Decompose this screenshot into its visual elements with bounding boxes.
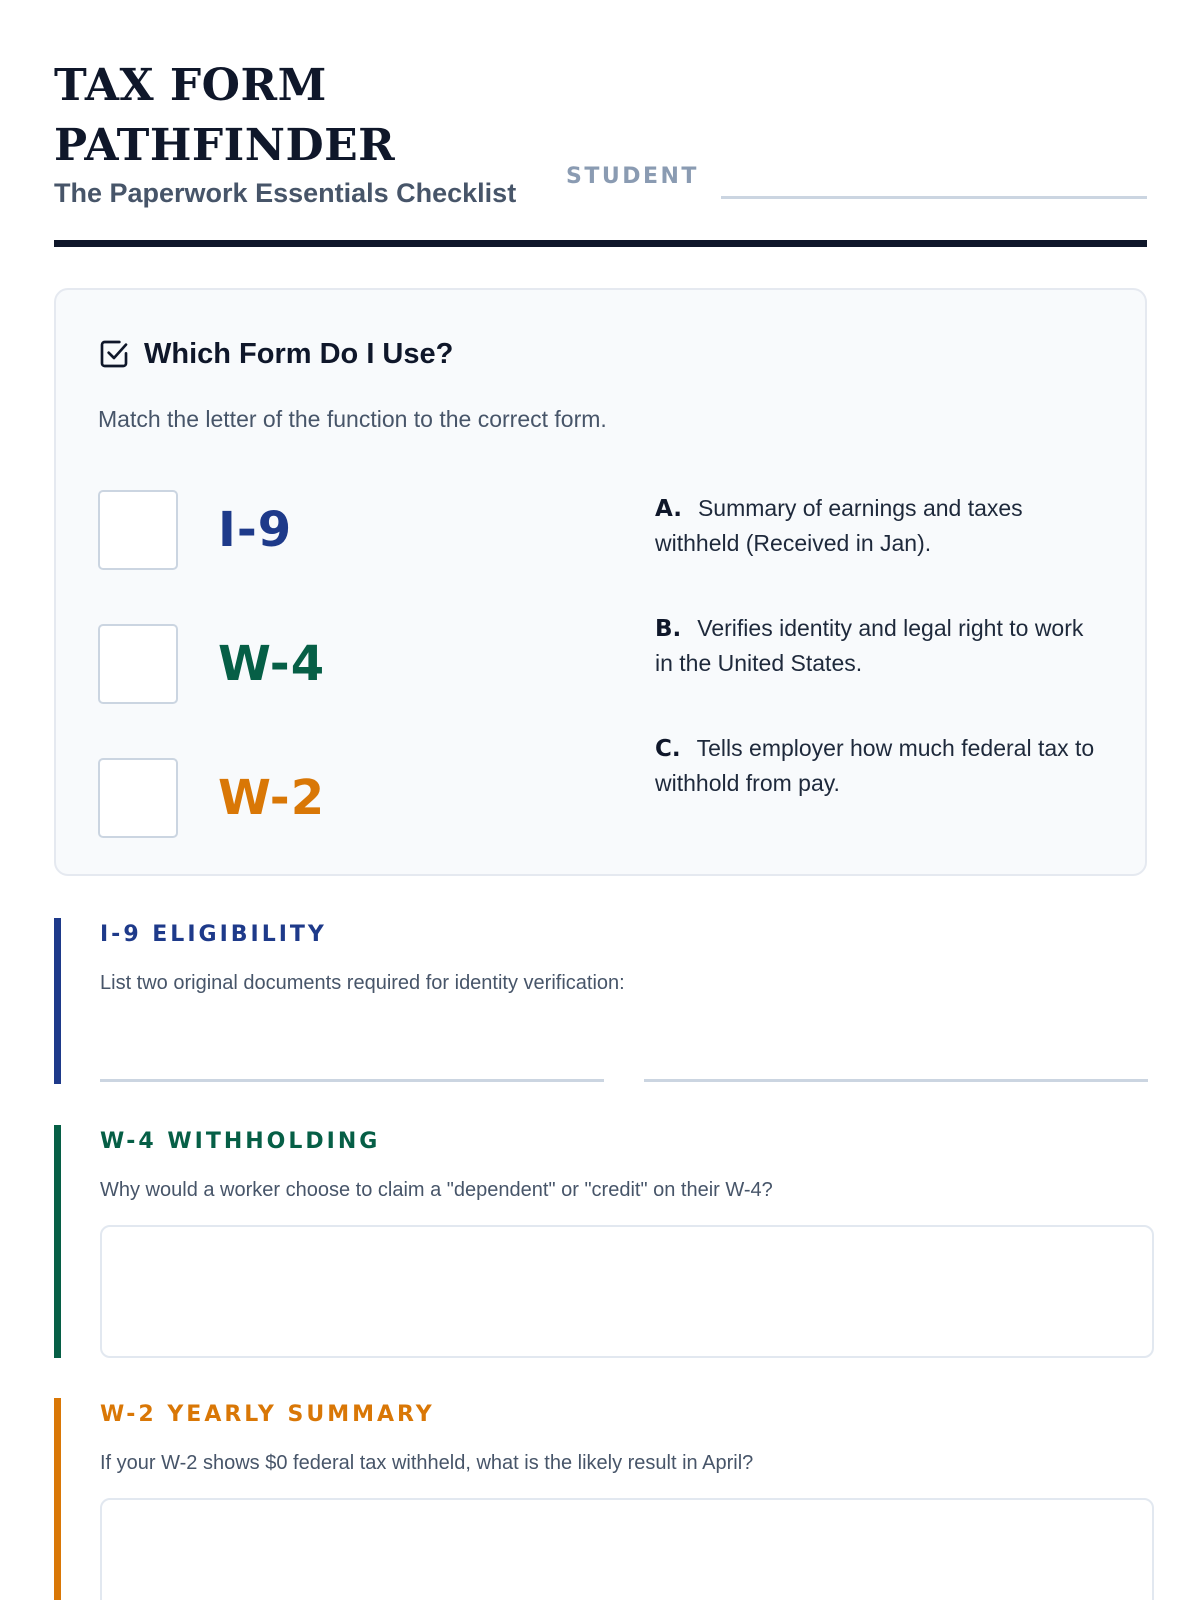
function-letter: C. [655,736,681,762]
function-text: Summary of earnings and taxes withheld (Received in Jan). [655,495,1023,556]
form-label-i9: I-9 [218,502,293,558]
worksheet-page [54,0,1147,1600]
form-row-w4 [98,624,325,704]
student-label: STUDENT [566,164,699,189]
matching-card-header [98,336,453,372]
form-row-w2 [98,758,325,838]
function-letter: B. [655,616,682,642]
section-title-w4: W-4 WITHHOLDING [100,1129,381,1154]
section-w4 [54,1125,1147,1358]
w4-answer-box[interactable] [100,1225,1154,1358]
form-label-w4: W-4 [218,636,326,692]
student-name-field[interactable] [721,196,1147,199]
title-line-2: PATHFINDER [54,120,396,171]
section-question-w2: If your W-2 shows $0 federal tax withheld, what is the likely result in April? [100,1452,754,1474]
matching-card [54,288,1147,876]
function-letter: A. [655,496,682,522]
document-answer-line-2[interactable] [644,1079,1148,1082]
header-divider [54,240,1147,247]
form-label-w2: W-2 [218,770,326,826]
page-subtitle: The Paperwork Essentials Checklist [54,178,517,208]
matching-instruction: Match the letter of the function to the correct form. [98,406,607,432]
answer-box-i9[interactable] [98,490,178,570]
section-title-i9: I-9 ELIGIBILITY [100,922,327,947]
w2-answer-box[interactable] [100,1498,1154,1600]
page-title [54,56,574,176]
worksheet-header [54,56,1147,247]
function-item-b [655,611,1100,680]
answer-box-w4[interactable] [98,624,178,704]
document-answer-line-1[interactable] [100,1079,604,1082]
section-title-w2: W-2 YEARLY SUMMARY [100,1402,435,1427]
checkbox-check-icon [98,338,130,370]
answer-box-w2[interactable] [98,758,178,838]
function-item-a [655,491,1100,560]
function-item-c [655,731,1100,800]
section-question-i9: List two original documents required for identity verification: [100,972,625,994]
title-line-1: TAX FORM [54,60,327,111]
section-question-w4: Why would a worker choose to claim a "dependent" or "credit" on their W-4? [100,1179,773,1201]
function-text: Tells employer how much federal tax to withhold from pay. [655,735,1095,796]
matching-title: Which Form Do I Use? [144,337,454,370]
form-row-i9 [98,490,292,570]
function-text: Verifies identity and legal right to work in the United States. [655,615,1084,676]
section-w2 [54,1398,1147,1600]
section-i9 [54,918,1147,1084]
